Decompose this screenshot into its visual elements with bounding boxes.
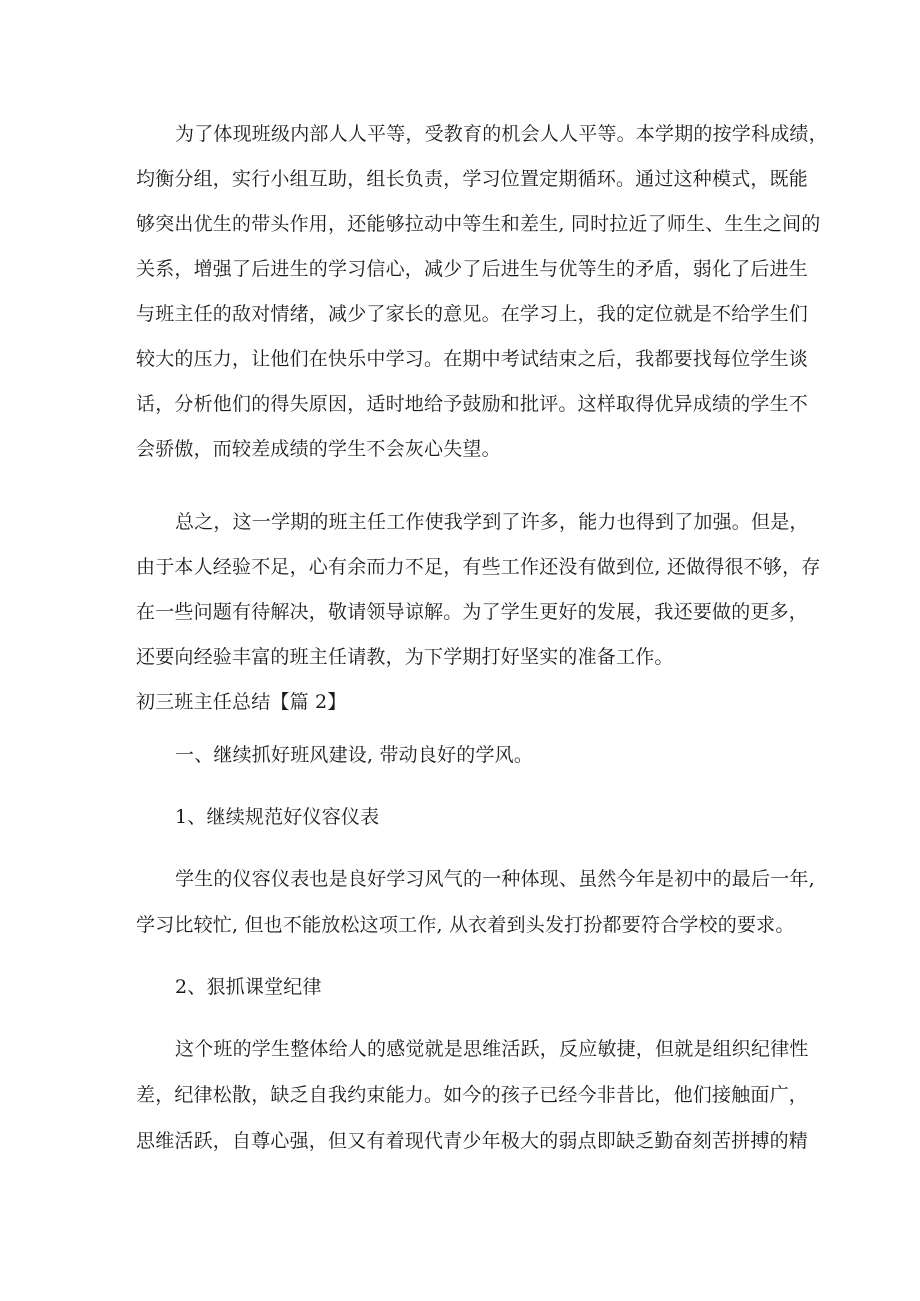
paragraph-line: 关系，增强了后进生的学习信心，减少了后进生与优等生的矛盾，弱化了后进生 [136, 258, 809, 280]
paragraph-line: 学习比较忙, 但也不能放松这项工作, 从衣着到头发打扮都要符合学校的要求。 [136, 914, 795, 936]
paragraph-line: 这个班的学生整体给人的感觉就是思维活跃，反应敏捷，但就是组织纪律性 [175, 1038, 809, 1060]
paragraph-line: 学生的仪容仪表也是良好学习风气的一种体现、虽然今年是初中的最后一年, [175, 868, 815, 890]
paragraph-line: 均衡分组，实行小组互助，组长负责，学习位置定期循环。通过这种模式，既能 [136, 168, 809, 190]
paragraph-line: 为了体现班级内部人人平等，受教育的机会人人平等。本学期的按学科成绩， [175, 123, 828, 145]
subsection-heading: 1、继续规范好仪容仪表 [175, 806, 380, 828]
paragraph-line: 还要向经验丰富的班主任请教，为下学期打好坚实的准备工作。 [136, 646, 674, 668]
paragraph-line: 与班主任的敌对情绪，减少了家长的意见。在学习上，我的定位就是不给学生们 [136, 303, 809, 325]
paragraph-line: 思维活跃，自尊心强，但又有着现代青少年极大的弱点即缺乏勤奋刻苦拼搏的精 [136, 1130, 809, 1152]
paragraph-line: 总之，这一学期的班主任工作使我学到了许多，能力也得到了加强。但是， [175, 511, 809, 533]
section-heading: 一、继续抓好班风建设, 带动良好的学风。 [175, 744, 534, 766]
paragraph-line: 在一些问题有待解决，敬请领导谅解。为了学生更好的发展，我还要做的更多， [136, 601, 809, 623]
paragraph-line: 差，纪律松散，缺乏自我约束能力。如今的孩子已经今非昔比，他们接触面广， [136, 1084, 809, 1106]
paragraph-line: 话，分析他们的得失原因，适时地给予鼓励和批评。这样取得优异成绩的学生不 [136, 393, 809, 415]
paragraph-line: 会骄傲，而较差成绩的学生不会灰心失望。 [136, 438, 501, 460]
subsection-heading: 2、狠抓课堂纪律 [175, 976, 322, 998]
paragraph-line: 够突出优生的带头作用，还能够拉动中等生和差生, 同时拉近了师生、生生之间的 [136, 213, 821, 235]
section-title: 初三班主任总结【篇 2】 [136, 691, 347, 713]
paragraph-line: 由于本人经验不足，心有余而力不足，有些工作还没有做到位, 还做得很不够，存 [136, 556, 821, 578]
paragraph-line: 较大的压力，让他们在快乐中学习。在期中考试结束之后，我都要找每位学生谈 [136, 348, 809, 370]
